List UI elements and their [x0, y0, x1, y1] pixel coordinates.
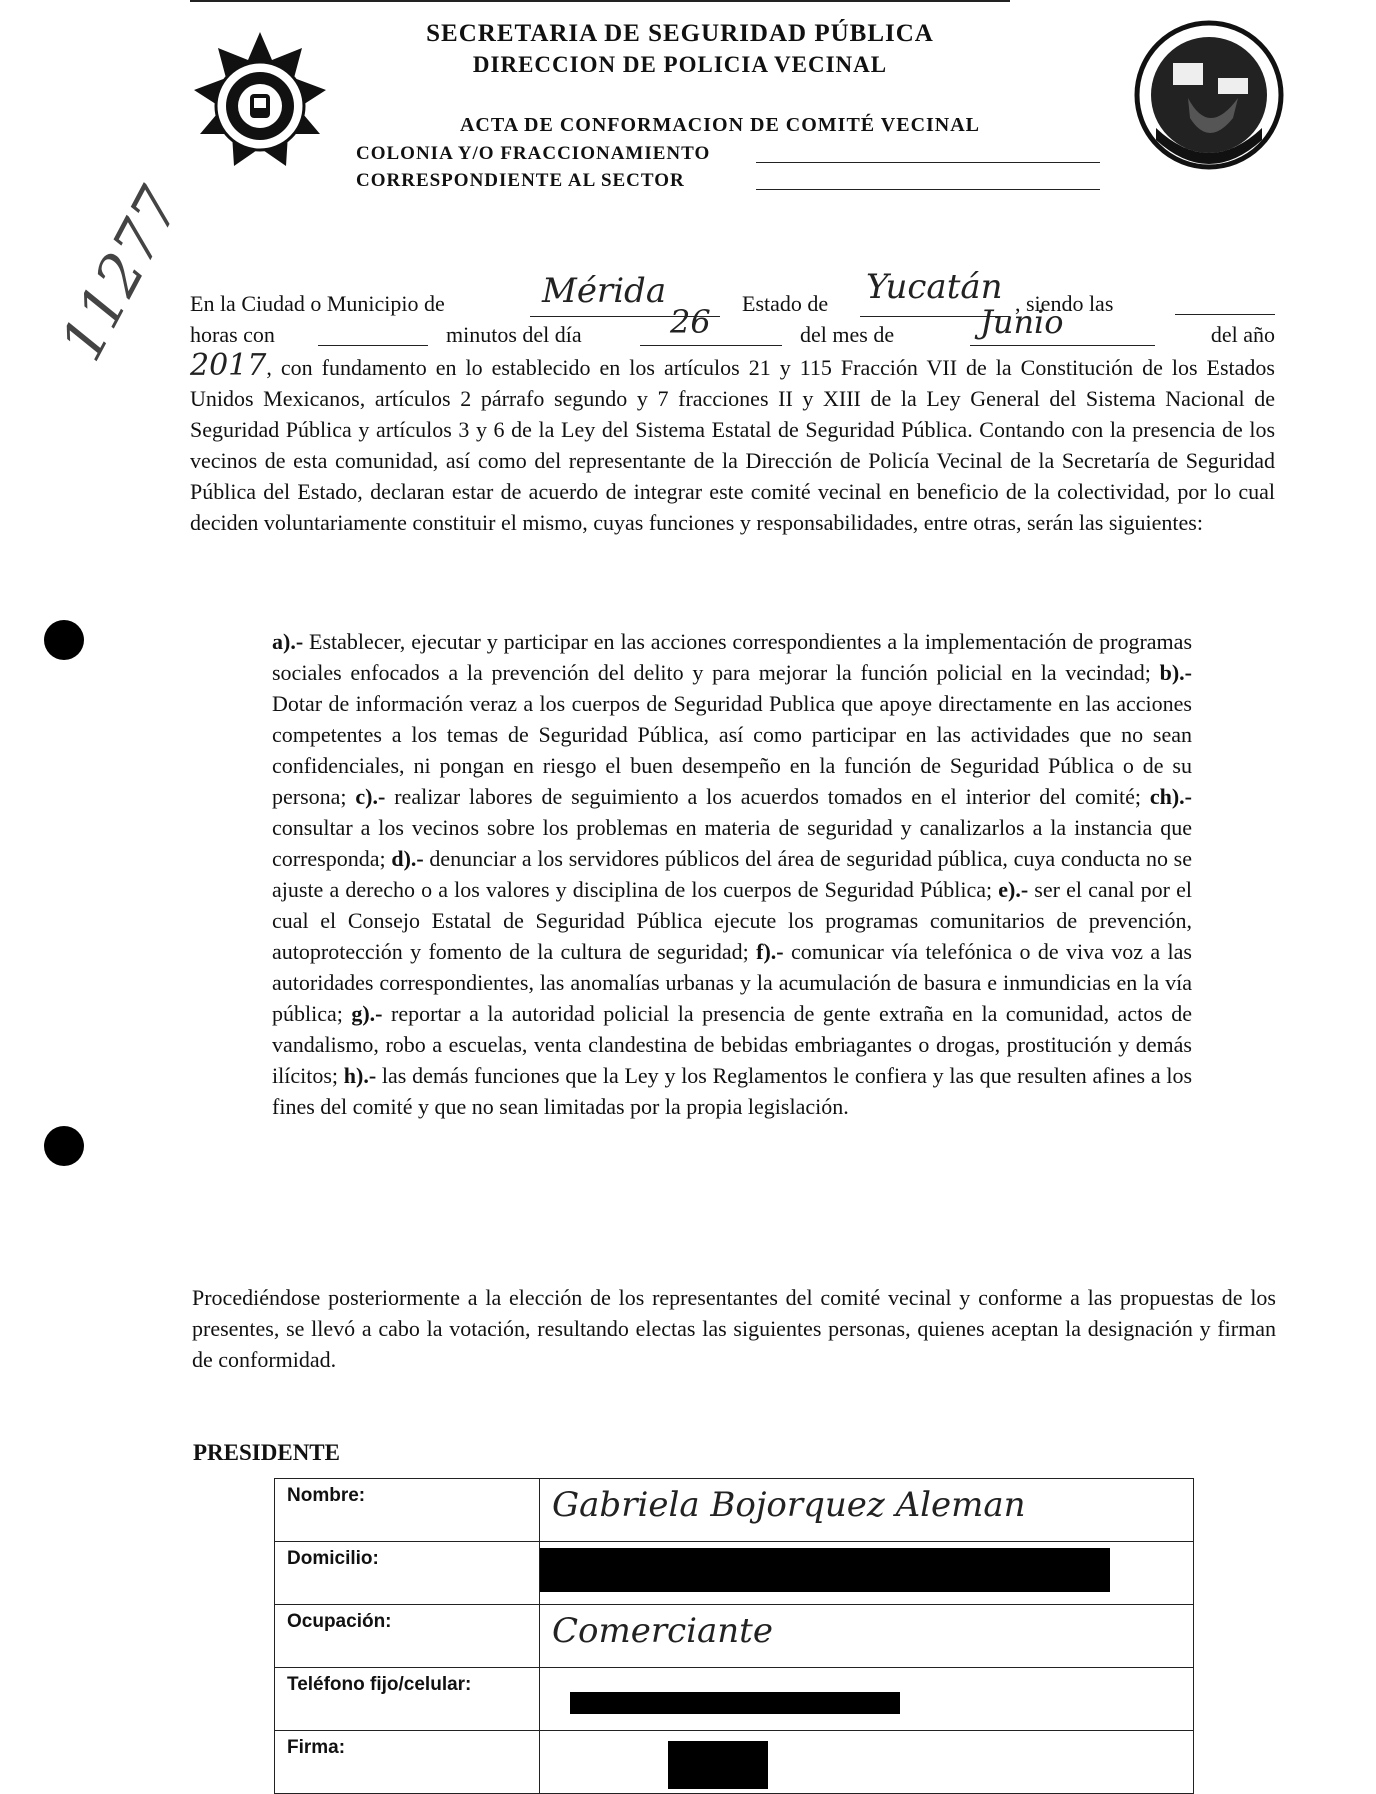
nombre-value[interactable] — [540, 1479, 1194, 1542]
month-handwritten[interactable]: Junio — [980, 303, 1064, 341]
function-key: f).- — [756, 939, 784, 964]
punch-hole-2 — [44, 1126, 84, 1166]
function-key: e).- — [998, 877, 1029, 902]
consejo-seguridad-logo — [1128, 18, 1290, 173]
intro-text-6: del mes de — [800, 322, 895, 347]
form-row-ocupacion — [275, 1605, 1194, 1668]
function-key: g).- — [351, 1001, 383, 1026]
function-text: comunicar vía telefónica o de viva voz a las autoridades correspondientes, las anomalías urbanas y la acumulación de basura e inmundicias en la vía pública; — [272, 939, 1192, 1026]
redaction-bar — [668, 1741, 768, 1789]
colonia-label: COLONIA Y/O FRACCIONAMIENTO — [356, 143, 711, 164]
function-text: reportar a la autoridad policial la presencia de gente extraña en la comunidad, actos de vandalismo, robo a escuelas, venta clandestina de bebidas embriagantes o drogas, prostitución y demás ilícitos; — [272, 1001, 1192, 1088]
closing-paragraph: Procediéndose posteriormente a la elección de los representantes del comité vecinal y conforme a las propuestas de los presentes, se llevó a cabo la votación, resultando electas las siguientes personas, quienes aceptan la designación y firman de conformidad. — [192, 1285, 1276, 1372]
domicilio-value[interactable] — [540, 1542, 1194, 1605]
intro-body: , con fundamento en lo establecido en los artículos 21 y 115 Fracción VII de la Constitución de los Estados Unidos Mexicanos, artículos 2 párrafo segundo y 7 fracciones II y XIII de la Ley General del Sistema Nacional de Seguridad Pública y artículos 3 y 6 de la Ley del Sistema Estatal de Seguridad Pública. Contando con la presencia de los vecinos de esta comunidad, así como del representante de la Dirección de Policía Vecinal de la Secretaría de Seguridad Pública del Estado, declaran estar de acuerdo de integrar este comité vecinal en beneficio de la colectividad, por lo cual deciden voluntariamente constituir el mismo, cuyas funciones y responsabilidades, entre otras, serán las siguientes: — [190, 355, 1275, 535]
nombre-label: Nombre: — [275, 1479, 540, 1542]
telefono-value[interactable] — [540, 1668, 1194, 1731]
function-key: b).- — [1159, 660, 1192, 685]
function-key: a).- — [272, 629, 304, 654]
function-text: ser el canal por el cual el Consejo Estatal de Seguridad Pública ejecute los programas comunitarios de prevención, autoprotección y fomento de la cultura de seguridad; — [272, 877, 1192, 964]
header-direction: DIRECCION DE POLICIA VECINAL — [472, 52, 888, 77]
firma-value[interactable] — [540, 1731, 1194, 1794]
function-text: Dotar de información veraz a los cuerpos de Seguridad Publica que apoye directamente en las acciones competentes a los temas de Seguridad Pública, así como participar en las actividades que no sean confidenciales, ni pongan en riesgo el buen desempeño en la función de Seguridad Pública o de su persona; — [272, 691, 1192, 809]
name-handwritten: Gabriela Bojorquez Aleman — [552, 1485, 1026, 1525]
punch-hole-1 — [44, 620, 84, 660]
telefono-label: Teléfono fijo/celular: — [275, 1668, 540, 1731]
intro-text-3: , siendo las — [1015, 291, 1114, 316]
function-key: h).- — [343, 1063, 377, 1088]
form-row-nombre — [275, 1479, 1194, 1542]
function-key: d).- — [391, 846, 424, 871]
intro-text-5: minutos del día — [446, 322, 582, 347]
function-text: realizar labores de seguimiento a los acuerdos tomados en el interior del comité; — [385, 784, 1150, 809]
functions-list — [272, 626, 1192, 1122]
top-rule — [190, 0, 1010, 2]
header-ministry: SECRETARIA DE SEGURIDAD PÚBLICA — [426, 20, 934, 47]
sector-label: CORRESPONDIENTE AL SECTOR — [356, 170, 685, 191]
intro-text-7: del año — [1210, 322, 1275, 347]
colonia-blank[interactable] — [756, 162, 1100, 163]
function-key: ch).- — [1149, 784, 1192, 809]
function-key: c).- — [355, 784, 386, 809]
intro-text-1: En la Ciudad o Municipio de — [190, 291, 445, 316]
sector-blank[interactable] — [756, 189, 1100, 190]
president-form-table — [274, 1478, 1194, 1794]
function-text: las demás funciones que la Ley y los Reglamentos le confiera y las que resulten afines a los fines del comité y que no sean limitadas por la propia legislación. — [272, 1063, 1193, 1119]
domicilio-label: Domicilio: — [275, 1542, 540, 1605]
ocupacion-value[interactable] — [540, 1605, 1194, 1668]
firma-label: Firma: — [275, 1731, 540, 1794]
state-handwritten[interactable]: Yucatán — [866, 267, 1003, 307]
function-text: consultar a los vecinos sobre los problemas en materia de seguridad y canalizarlos a la instancia que corresponda; — [272, 815, 1192, 871]
header-act-title: ACTA DE CONFORMACION DE COMITÉ VECINAL — [459, 114, 981, 136]
intro-text-4: horas con — [190, 322, 275, 347]
ocupacion-label: Ocupación: — [275, 1605, 540, 1668]
occupation-handwritten: Comerciante — [552, 1611, 773, 1651]
form-row-firma — [275, 1731, 1194, 1794]
form-row-domicilio — [275, 1542, 1194, 1605]
day-handwritten[interactable]: 26 — [670, 303, 711, 341]
function-text: Establecer, ejecutar y participar en las acciones correspondientes a la implementación de programas sociales enfocados a la prevención del delito y para mejorar la función policial en la vecindad; — [272, 629, 1192, 685]
intro-text-2: Estado de — [742, 291, 829, 316]
form-row-telefono — [275, 1668, 1194, 1731]
redaction-bar — [540, 1548, 1110, 1592]
year-handwritten[interactable]: 2017 — [190, 348, 267, 383]
president-heading: PRESIDENTE — [193, 1440, 340, 1465]
redaction-bar — [570, 1692, 900, 1714]
city-handwritten[interactable]: Mérida — [542, 271, 667, 311]
function-text: denunciar a los servidores públicos del área de seguridad pública, cuya conducta no se ajuste a derecho o a los valores y disciplina de los cuerpos de Seguridad Pública; — [272, 846, 1192, 902]
intro-paragraph — [190, 267, 1275, 538]
margin-handwritten-number: 11277 — [46, 176, 194, 372]
